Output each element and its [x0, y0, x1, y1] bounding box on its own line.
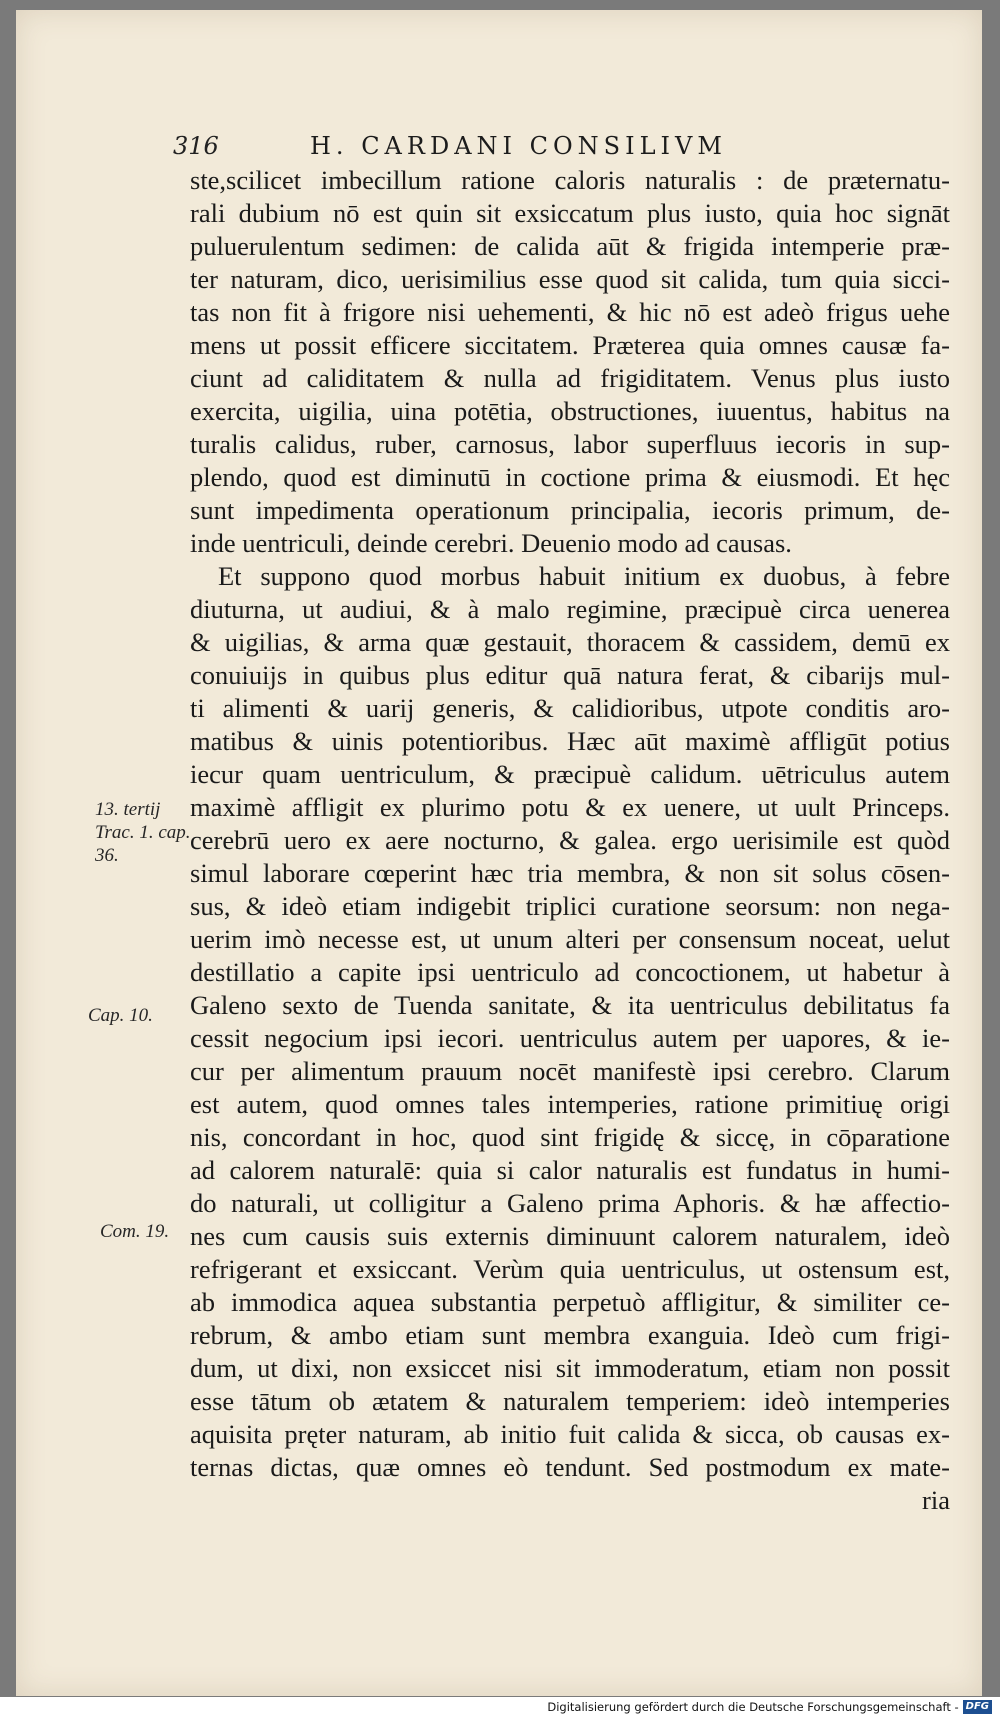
text-line: esse tātum ob ætatem & naturalem temperiem: ideò intemperies — [190, 1386, 950, 1416]
text-line: exercita, uigilia, uina potētia, obstructiones, iuuentus, habitus na — [190, 396, 950, 426]
body-text — [190, 164, 950, 1517]
text-line: diuturna, ut audiui, & à malo regimine, præcipuè circa uenerea — [190, 594, 950, 624]
funding-notice: Digitalisierung gefördert durch die Deutsche Forschungsgemeinschaft - — [547, 1699, 959, 1714]
margin-note — [100, 1220, 190, 1243]
text-line: ab immodica aquea substantia perpetuò affligitur, & similiter ce- — [190, 1287, 950, 1317]
margin-note-line: Com. 19. — [100, 1221, 170, 1242]
text-line: sus, & ideò etiam indigebit triplici curatione seorsum: non nega- — [190, 891, 950, 921]
text-line: uerim imò necesse est, ut unum alteri per consensum noceat, uelut — [190, 924, 950, 954]
text-line: ternas dictas, quæ omnes eò tendunt. Sed postmodum ex mate- — [190, 1452, 950, 1482]
text-line: ter naturam, dico, uerisimilius esse quod sit calida, tum quia sicci- — [190, 264, 950, 294]
margin-note — [88, 1004, 188, 1027]
text-line: matibus & uinis potentioribus. Hæc aūt maximè affligūt potius — [190, 726, 950, 756]
text-line: Et suppono quod morbus habuit initium ex duobus, à febre — [218, 561, 950, 591]
text-line: cur per alimentum prauum nocēt manifestè ipsi cerebro. Clarum — [190, 1056, 950, 1086]
text-line: ste,scilicet imbecillum ratione caloris naturalis : de præternatu- — [190, 165, 950, 195]
text-line: destillatio a capite ipsi uentriculo ad concoctionem, ut habetur à — [190, 957, 950, 987]
page-number: 316 — [173, 132, 219, 160]
text-line: iecur quam uentriculum, & præcipuè calidum. uētriculus autem — [190, 759, 950, 789]
text-line: nis, concordant in hoc, quod sint frigidę & siccę, in cōparatione — [190, 1122, 950, 1152]
margin-note — [95, 798, 191, 867]
text-line: dum, ut dixi, non exsiccet nisi sit immoderatum, etiam non possit — [190, 1353, 950, 1383]
text-line: & uigilias, & arma quæ gestauit, thoracem & cassidem, demū ex — [190, 627, 950, 657]
text-line: plendo, quod est diminutū in coctione prima & eiusmodi. Et hęc — [190, 462, 950, 492]
text-line: ad calorem naturalē: quia si calor naturalis est fundatus in humi- — [190, 1155, 950, 1185]
margin-note-line: Cap. 10. — [88, 1005, 153, 1026]
text-line: cerebrū uero ex aere nocturno, & galea. ergo uerisimile est quòd — [190, 825, 950, 855]
dfg-logo-icon[interactable]: DFG — [963, 1700, 992, 1714]
margin-note-line: 13. tertij — [95, 799, 161, 820]
text-line: do naturali, ut colligitur a Galeno prima Aphoris. & hæ affectio- — [190, 1188, 950, 1218]
text-line: est autem, quod omnes tales intemperies, ratione primitiuę origi — [190, 1089, 950, 1119]
text-line: rali dubium nō est quin sit exsiccatum plus iusto, quia hoc signāt — [190, 198, 950, 228]
text-line: inde uentriculi, deinde cerebri. Deuenio modo ad causas. — [190, 528, 792, 558]
text-line: conuiuijs in quibus plus editur quā natura ferat, & cibarijs mul- — [190, 660, 950, 690]
text-line: ti alimenti & uarij generis, & calidioribus, utpote conditis aro- — [190, 693, 950, 723]
text-line: simul laborare cœperint hæc tria membra, & non sit solus cōsen- — [190, 858, 950, 888]
text-line: refrigerant et exsiccant. Verùm quia uentriculus, ut ostensum est, — [190, 1254, 950, 1284]
text-line: sunt impedimenta operationum principalia, iecoris primum, de- — [190, 495, 950, 525]
text-line: tas non fit à frigore nisi uehementi, & hic nō est adeò frigus uehe — [190, 297, 950, 327]
text-line: rebrum, & ambo etiam sunt membra exanguia. Ideò cum frigi- — [190, 1320, 950, 1350]
running-head: H. CARDANI CONSILIVM — [310, 132, 727, 160]
footer-bar — [0, 1697, 1000, 1716]
text-line: aquisita pręter naturam, ab initio fuit calida & sicca, ob causas ex- — [190, 1419, 950, 1449]
margin-note-line: 36. — [95, 845, 119, 866]
text-line: maximè affligit ex plurimo potu & ex uenere, ut uult Princeps. — [190, 792, 950, 822]
text-line: nes cum causis suis externis diminuunt calorem naturalem, ideò — [190, 1221, 950, 1251]
text-line: cessit negocium ipsi iecori. uentriculus autem per uapores, & ie- — [190, 1023, 950, 1053]
text-line: Galeno sexto de Tuenda sanitate, & ita uentriculus debilitatus fa — [190, 990, 950, 1020]
text-line: turalis calidus, ruber, carnosus, labor superfluus iecoris in sup- — [190, 429, 950, 459]
text-line: ciunt ad caliditatem & nulla ad frigiditatem. Venus plus iusto — [190, 363, 950, 393]
catchword: ria — [922, 1485, 950, 1515]
text-line: mens ut possit efficere siccitatem. Præterea quia omnes causæ fa- — [190, 330, 950, 360]
text-line: puluerulentum sedimen: de calida aūt & frigida intemperie præ- — [190, 231, 950, 261]
margin-note-line: Trac. 1. cap. — [95, 822, 191, 843]
